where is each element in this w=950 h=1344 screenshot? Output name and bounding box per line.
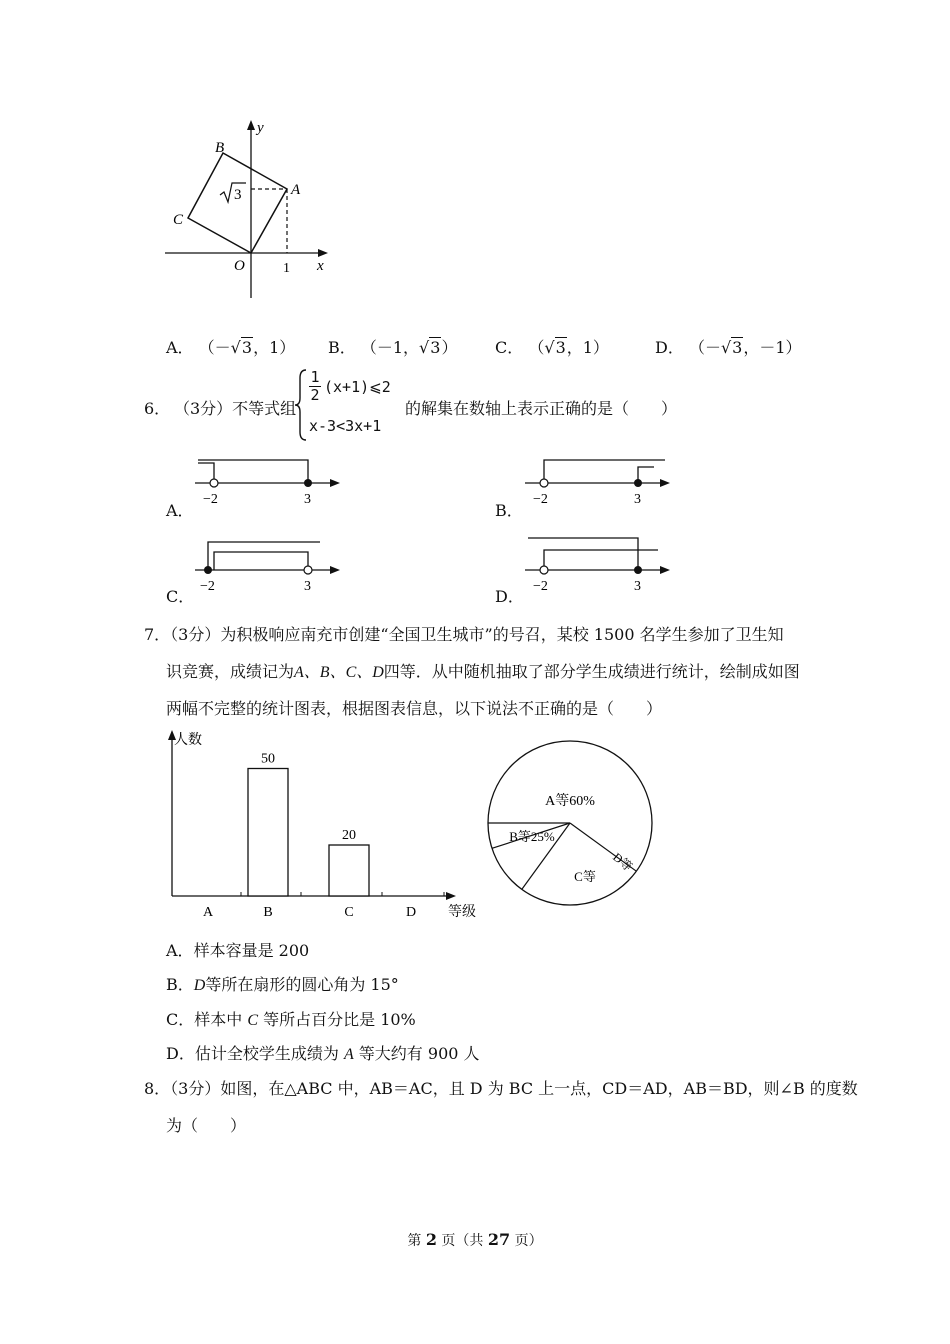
q6-score: （3分）不等式组 bbox=[174, 399, 297, 418]
footer-page: 2 bbox=[425, 1230, 437, 1249]
pie-slice-label-3: D等 bbox=[610, 849, 635, 874]
q6-option-b-letter[interactable]: B． bbox=[495, 501, 523, 520]
bar-cat-A: A bbox=[202, 905, 214, 920]
q7-line1: 7．（3分）为积极响应南充市创建“全国卫生城市”的号召，某校 1500 名学生参加了卫生知 bbox=[144, 625, 784, 644]
q5-coordinate-figure bbox=[160, 115, 340, 305]
svg-text:3: 3 bbox=[304, 492, 311, 507]
q8-line2: 为（ ） bbox=[166, 1116, 247, 1135]
q5-option-c[interactable]: C． （√3，1） bbox=[495, 338, 609, 357]
q6-option-c-letter[interactable]: C． bbox=[166, 587, 195, 606]
pie-slice-label-2: C等 bbox=[574, 869, 596, 884]
page-footer: 第 2 页（共 27 页） bbox=[407, 1230, 543, 1249]
q7-pie-chart bbox=[485, 738, 655, 908]
footer-total: 27 bbox=[487, 1230, 511, 1249]
q5-label-sqrt3: 3 bbox=[234, 187, 242, 203]
q6-number: 6． bbox=[144, 399, 171, 418]
bar-xlabel: 等级 bbox=[448, 905, 476, 920]
q7-option-d[interactable]: D．估计全校学生成绩为 A 等大约有 900 人 bbox=[166, 1044, 480, 1063]
q6-option-a-letter[interactable]: A． bbox=[166, 501, 194, 520]
svg-text:3: 3 bbox=[634, 492, 641, 507]
bar-label-C: 20 bbox=[342, 828, 356, 843]
q6-option-b-numberline[interactable] bbox=[520, 455, 680, 510]
q6-option-c-numberline[interactable] bbox=[190, 536, 350, 596]
bar-label-B: 50 bbox=[261, 751, 275, 767]
q7-line2: 识竞赛，成绩记为A、B、C、D四等．从中随机抽取了部分学生成绩进行统计，绘制成如图 bbox=[166, 662, 800, 681]
q6-brace bbox=[294, 368, 308, 442]
q5-option-b[interactable]: B． （－1，√3） bbox=[328, 338, 458, 357]
bar-cat-D: D bbox=[405, 905, 417, 920]
svg-text:−2: −2 bbox=[533, 579, 548, 594]
q7-option-b[interactable]: B．D等所在扇形的圆心角为 15° bbox=[166, 975, 399, 994]
svg-text:3: 3 bbox=[304, 579, 311, 594]
q5-label-one: 1 bbox=[283, 261, 290, 276]
q5-option-a[interactable]: A． （－√3，1） bbox=[166, 338, 296, 357]
bar-cat-B: B bbox=[263, 905, 273, 920]
q5-square bbox=[188, 153, 287, 253]
bar-C bbox=[329, 845, 369, 896]
q7-bar-chart bbox=[160, 726, 480, 926]
q7-option-c[interactable]: C．样本中 C 等所占百分比是 10% bbox=[166, 1010, 416, 1029]
bar-ylabel: 人数 bbox=[174, 733, 202, 748]
q7-line3: 两幅不完整的统计图表，根据图表信息，以下说法不正确的是（ ） bbox=[166, 699, 663, 718]
q5-label-x: x bbox=[317, 258, 324, 274]
q5-label-c: C bbox=[173, 212, 184, 228]
q5-label-b: B bbox=[215, 140, 225, 156]
pie-slice-label-1: B等25% bbox=[509, 829, 555, 844]
svg-text:−2: −2 bbox=[533, 492, 548, 507]
q6-option-d-numberline[interactable] bbox=[520, 534, 680, 596]
q6-ineq-line2: x-3<3x+1 bbox=[309, 417, 382, 435]
q5-label-a: A bbox=[291, 182, 301, 198]
q6-option-d-letter[interactable]: D． bbox=[495, 587, 524, 606]
pie-slice-label-0: A等60% bbox=[545, 794, 595, 809]
q7-option-a[interactable]: A．样本容量是 200 bbox=[166, 941, 310, 960]
q6-option-a-numberline[interactable] bbox=[190, 455, 350, 510]
q5-option-d[interactable]: D． （－√3，－1） bbox=[655, 338, 802, 357]
svg-text:−2: −2 bbox=[200, 579, 215, 594]
bar-cat-C: C bbox=[344, 905, 354, 920]
q6-fraction: 1 2 bbox=[310, 368, 320, 404]
svg-text:−2: −2 bbox=[203, 492, 218, 507]
q5-label-o: O bbox=[234, 258, 245, 274]
q8-line1: 8．（3分）如图，在△ABC 中，AB＝AC，且 D 为 BC 上一点，CD＝AD，AB＝BD，则∠B 的度数 bbox=[144, 1079, 858, 1098]
q5-label-y: y bbox=[257, 120, 264, 136]
svg-text:3: 3 bbox=[634, 579, 641, 594]
q6-ineq-line1: (x+1)⩽2 bbox=[324, 378, 391, 396]
bar-B bbox=[248, 769, 288, 897]
q6-suffix: 的解集在数轴上表示正确的是（ ） bbox=[405, 399, 678, 418]
